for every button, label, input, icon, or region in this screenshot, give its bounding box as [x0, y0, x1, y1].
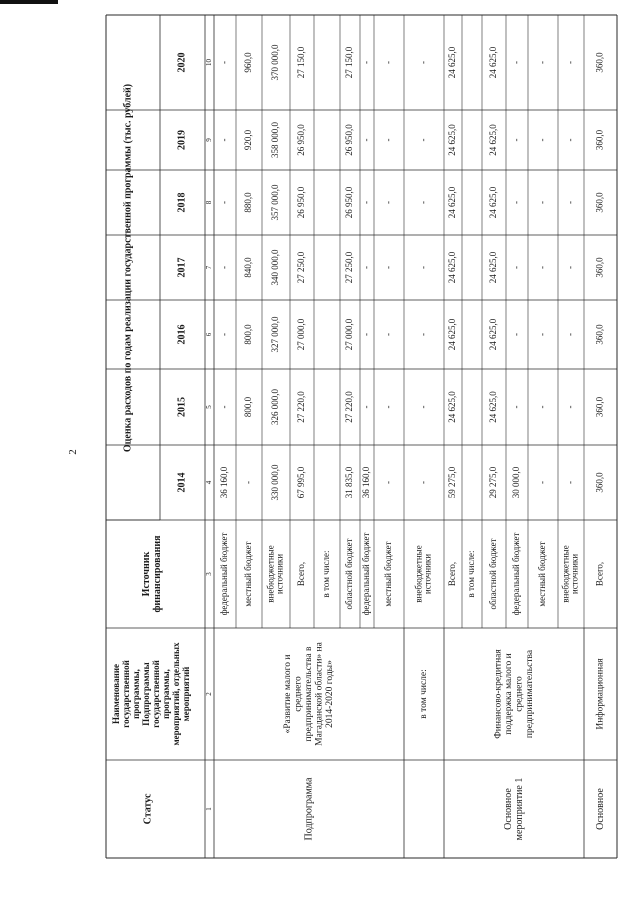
header-name: государственной — [121, 660, 132, 728]
header-year: 2018 — [176, 192, 188, 213]
name-cell: в том числе: — [419, 669, 430, 719]
header-name: государственной — [151, 660, 162, 728]
value-cell: - — [361, 201, 372, 204]
value-cell: - — [565, 333, 576, 336]
value-cell: 360,0 — [594, 192, 605, 213]
value-cell: - — [511, 138, 522, 142]
source-cell: Всего, — [296, 561, 307, 587]
value-cell: - — [418, 61, 429, 64]
source-cell: Всего, — [594, 561, 605, 587]
value-cell: 26 950,0 — [344, 186, 355, 219]
value-cell: - — [537, 333, 548, 336]
value-cell: - — [243, 481, 254, 484]
header-name: мероприятий, отдельных — [171, 642, 182, 746]
value-cell: 24 625,0 — [488, 124, 499, 156]
value-cell: - — [361, 333, 372, 336]
source-cell: местный бюджет — [243, 541, 254, 607]
value-cell: 370 000,0 — [270, 44, 281, 81]
column-number: 3 — [205, 572, 214, 576]
source-cell: областной бюджет — [344, 538, 355, 610]
value-cell: 24 625,0 — [488, 46, 499, 79]
status-cell: Основное — [594, 788, 606, 830]
header-estimate: Оценка расходов по годам реализации государственной программы (тыс. рублей) — [122, 83, 134, 453]
column-number: 4 — [205, 480, 214, 485]
header-source: Источник — [140, 551, 152, 597]
value-cell: - — [219, 61, 230, 64]
value-cell: 326 000,0 — [270, 389, 281, 425]
value-cell: 24 625,0 — [447, 318, 458, 351]
header-year: 2020 — [176, 52, 188, 73]
value-cell: 24 625,0 — [447, 186, 458, 219]
column-number: 8 — [205, 200, 214, 205]
value-cell: - — [537, 138, 548, 142]
header-name: программы, — [131, 669, 142, 719]
name-cell: предпринимательства — [524, 649, 535, 739]
source-cell: источники — [422, 553, 433, 595]
column-number: 5 — [205, 405, 214, 409]
column-number: 2 — [205, 692, 214, 696]
value-cell: - — [565, 405, 576, 409]
name-cell: 2014-2020 годы» — [325, 660, 336, 728]
status-cell: Подпрограмма — [303, 777, 315, 841]
value-cell: 36 160,0 — [361, 466, 372, 499]
source-cell: внебюджетные — [265, 545, 276, 603]
value-cell: - — [511, 61, 522, 64]
header-name: мероприятий — [181, 666, 192, 722]
value-cell: - — [565, 138, 576, 142]
value-cell: - — [511, 405, 522, 409]
value-cell: 358 000,0 — [270, 122, 281, 158]
value-cell: - — [219, 333, 230, 336]
value-cell: - — [219, 405, 230, 409]
header-name: Подпрограммы — [141, 662, 152, 726]
value-cell: 360,0 — [594, 129, 605, 151]
value-cell: - — [361, 405, 372, 409]
value-cell: - — [383, 333, 394, 336]
name-cell: предпринимательства в — [304, 646, 315, 742]
value-cell: 30 000,0 — [511, 466, 522, 499]
value-cell: 67 995,0 — [296, 466, 307, 499]
value-cell: 24 625,0 — [488, 318, 499, 351]
header-year: 2014 — [176, 472, 188, 493]
name-cell: среднего — [293, 676, 304, 712]
value-cell: 327 000,0 — [270, 316, 281, 353]
value-cell: - — [383, 405, 394, 409]
source-cell: источники — [569, 553, 580, 595]
header-name: программы, — [161, 669, 172, 719]
value-cell: - — [418, 138, 429, 142]
value-cell: 59 275,0 — [447, 466, 458, 499]
value-cell: - — [537, 481, 548, 484]
source-cell: в том числе: — [466, 550, 477, 598]
value-cell: - — [418, 201, 429, 204]
value-cell: 26 950,0 — [344, 124, 355, 156]
value-cell: - — [361, 266, 372, 269]
status-cell: Основное — [502, 788, 514, 830]
value-cell: - — [511, 266, 522, 269]
value-cell: 24 625,0 — [447, 46, 458, 79]
value-cell: 27 220,0 — [296, 391, 307, 423]
value-cell: - — [511, 333, 522, 336]
value-cell: 27 000,0 — [344, 318, 355, 351]
value-cell: 27 000,0 — [296, 318, 307, 351]
value-cell: 920,0 — [243, 129, 254, 151]
source-cell: в том числе: — [321, 550, 332, 598]
value-cell: 360,0 — [594, 472, 605, 493]
value-cell: - — [418, 266, 429, 269]
name-cell: «Развитие малого и — [283, 654, 294, 734]
header-year: 2016 — [176, 324, 188, 345]
value-cell: 840,0 — [243, 257, 254, 278]
header-year: 2019 — [176, 130, 188, 150]
value-cell: 330 000,0 — [270, 464, 281, 501]
value-cell: - — [219, 138, 230, 142]
value-cell: 27 150,0 — [344, 46, 355, 79]
value-cell: 36 160,0 — [219, 466, 230, 499]
header-year: 2015 — [176, 397, 188, 417]
value-cell: 24 625,0 — [488, 186, 499, 219]
value-cell: - — [565, 481, 576, 484]
source-cell: местный бюджет — [383, 541, 394, 607]
value-cell: - — [565, 201, 576, 204]
name-cell: Информационная — [595, 658, 606, 730]
value-cell: - — [511, 201, 522, 204]
value-cell: 24 625,0 — [447, 391, 458, 423]
value-cell: 31 835,0 — [344, 466, 355, 499]
value-cell: 24 625,0 — [447, 251, 458, 284]
value-cell: 27 250,0 — [296, 251, 307, 284]
source-cell: Всего, — [447, 561, 458, 587]
value-cell: - — [537, 61, 548, 64]
table-frame — [106, 15, 617, 858]
value-cell: 27 150,0 — [296, 46, 307, 79]
name-cell: Финансово-кредитная — [493, 649, 504, 739]
value-cell: 880,0 — [243, 192, 254, 213]
source-cell: внебюджетные — [413, 545, 424, 603]
value-cell: 24 625,0 — [488, 251, 499, 284]
value-cell: - — [383, 61, 394, 64]
header-name: Наименование — [111, 664, 122, 724]
value-cell: 26 950,0 — [296, 124, 307, 156]
header-source: финансирования — [151, 535, 163, 613]
value-cell: 24 625,0 — [488, 391, 499, 423]
value-cell: - — [361, 61, 372, 64]
value-cell: 27 250,0 — [344, 251, 355, 284]
value-cell: - — [219, 201, 230, 204]
value-cell: - — [537, 266, 548, 269]
value-cell: 360,0 — [594, 324, 605, 345]
column-number: 1 — [205, 807, 214, 811]
name-cell: Магаданской области» на — [314, 642, 325, 746]
value-cell: - — [418, 405, 429, 409]
value-cell: 800,0 — [243, 396, 254, 418]
value-cell: - — [537, 201, 548, 204]
header-year: 2017 — [176, 257, 188, 278]
page-number: 2 — [66, 449, 79, 455]
value-cell: 340 000,0 — [270, 249, 281, 286]
value-cell: - — [219, 266, 230, 269]
name-cell: среднего — [514, 676, 525, 712]
source-cell: федеральный бюджет — [511, 532, 522, 616]
source-cell: источники — [274, 553, 285, 595]
header-status: Статус — [142, 793, 154, 825]
source-cell: федеральный бюджет — [361, 532, 372, 616]
column-number: 7 — [205, 265, 214, 270]
value-cell: 800,0 — [243, 324, 254, 345]
source-cell: областной бюджет — [488, 538, 499, 610]
source-cell: федеральный бюджет — [219, 532, 230, 616]
value-cell: - — [418, 481, 429, 484]
value-cell: - — [361, 138, 372, 142]
value-cell: - — [565, 61, 576, 64]
name-cell: поддержка малого и — [503, 653, 514, 735]
value-cell: 29 275,0 — [488, 466, 499, 499]
column-number: 6 — [205, 332, 214, 337]
value-cell: 360,0 — [594, 257, 605, 278]
source-cell: внебюджетные — [560, 545, 571, 603]
source-cell: местный бюджет — [537, 541, 548, 607]
value-cell: 357 000,0 — [270, 184, 281, 221]
value-cell: - — [537, 405, 548, 409]
value-cell: 24 625,0 — [447, 124, 458, 156]
status-cell: мероприятие 1 — [513, 777, 525, 841]
value-cell: - — [383, 266, 394, 269]
value-cell: - — [383, 201, 394, 204]
value-cell: 360,0 — [594, 52, 605, 73]
column-number: 9 — [205, 138, 214, 142]
column-number: 10 — [205, 59, 214, 66]
value-cell: 360,0 — [594, 396, 605, 418]
value-cell: - — [418, 333, 429, 336]
value-cell: 960,0 — [243, 52, 254, 73]
value-cell: 27 220,0 — [344, 391, 355, 423]
value-cell: - — [383, 138, 394, 142]
value-cell: 26 950,0 — [296, 186, 307, 219]
value-cell: - — [565, 266, 576, 269]
value-cell: - — [383, 481, 394, 484]
